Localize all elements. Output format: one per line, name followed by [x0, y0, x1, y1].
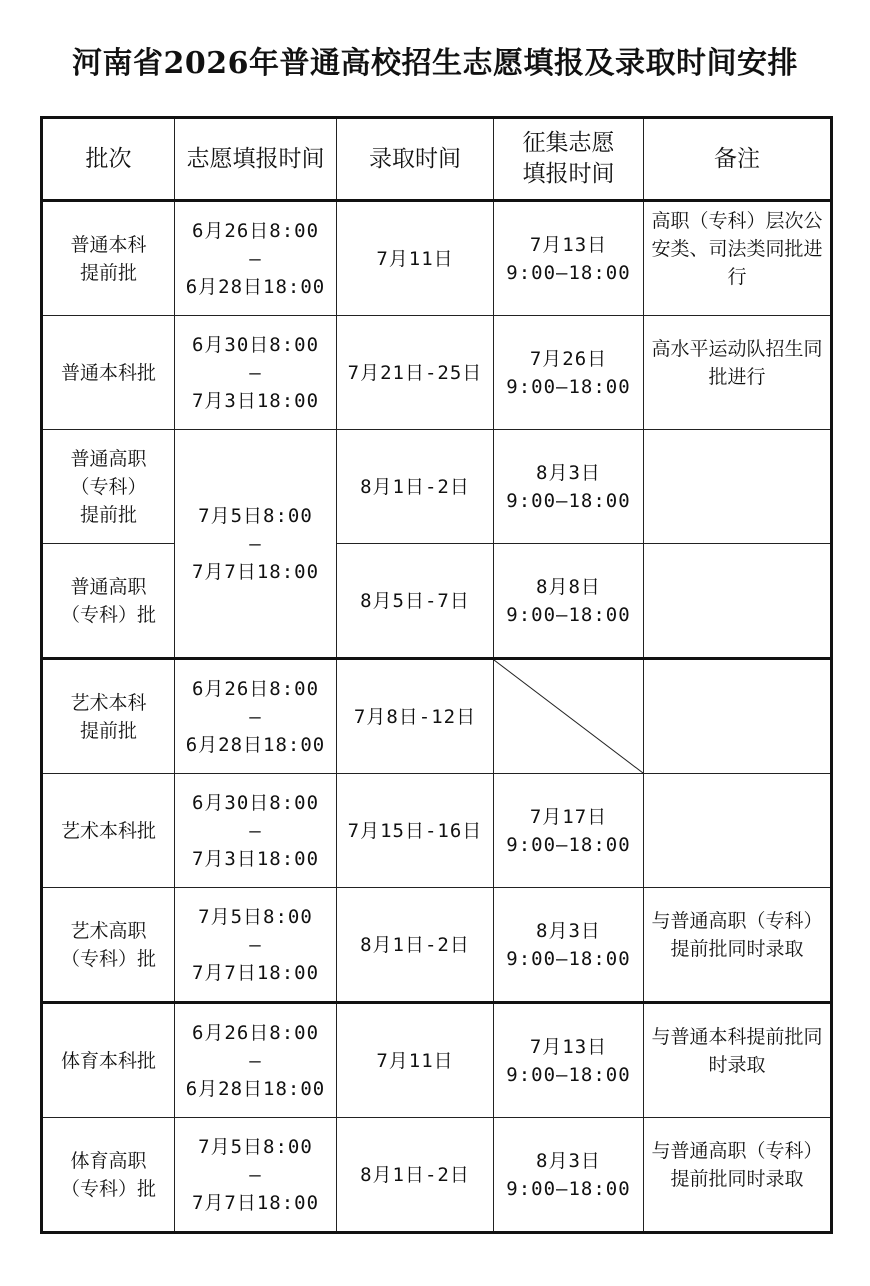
solicit-time: 9:00—18:00: [506, 489, 631, 512]
solicit-time: 9:00—18:00: [506, 375, 631, 398]
table-header-row: [42, 118, 832, 201]
batch-cell: [42, 1118, 175, 1233]
fill-start: 6月26日8:00: [191, 219, 320, 242]
solicit-date: 7月13日: [529, 233, 608, 256]
batch-line: 普通本科批: [60, 361, 156, 384]
solicit-date: 8月3日: [536, 919, 601, 942]
note-cell: [644, 544, 832, 659]
table-row: [42, 1118, 832, 1233]
solicit-time: 9:00—18:00: [506, 603, 631, 626]
header-solicit-time: [494, 118, 644, 201]
batch-cell: [42, 659, 175, 774]
solicit-cell: [494, 1118, 644, 1233]
batch-line: 艺术本科: [70, 691, 147, 714]
admission-cell: 7月15日-16日: [337, 774, 494, 888]
note-text: 与普通高职（专科）提前批同时录取: [651, 1139, 823, 1190]
admission-cell: 8月5日-7日: [337, 544, 494, 659]
header-solicit-line1: 征集志愿: [522, 130, 615, 156]
admission-cell: 8月1日-2日: [337, 1118, 494, 1233]
note-text: 与普通本科提前批同时录取: [651, 1025, 823, 1076]
table-row: [42, 544, 832, 659]
batch-line: 提前批: [79, 503, 137, 526]
solicit-time: 9:00—18:00: [506, 947, 631, 970]
fill-end: 6月28日18:00: [185, 275, 326, 298]
fill-sep: —: [249, 705, 262, 728]
solicit-cell-empty: [494, 659, 644, 774]
fill-end: 7月7日18:00: [191, 961, 320, 984]
batch-line: （专科）批: [60, 603, 156, 626]
batch-line: 普通高职: [70, 575, 147, 598]
batch-cell: [42, 201, 175, 316]
fill-start: 7月5日8:00: [198, 1135, 313, 1158]
table-row: [42, 316, 832, 430]
fill-end: 7月7日18:00: [191, 1191, 320, 1214]
fill-sep: —: [249, 361, 262, 384]
admission-cell: 7月21日-25日: [337, 316, 494, 430]
table-row: [42, 430, 832, 544]
batch-line: （专科）: [70, 475, 147, 498]
fill-start: 7月5日8:00: [198, 905, 313, 928]
batch-line: 艺术高职: [70, 919, 147, 942]
batch-cell: [42, 430, 175, 544]
header-solicit-line2: 填报时间: [522, 161, 615, 187]
admission-cell: 7月11日: [337, 1003, 494, 1118]
batch-line: 提前批: [79, 719, 137, 742]
table-row: [42, 774, 832, 888]
note-text: 高水平运动队招生同批进行: [651, 337, 823, 388]
fill-start: 6月26日8:00: [191, 1021, 320, 1044]
schedule-table: [40, 116, 833, 1234]
solicit-date: 7月13日: [529, 1035, 608, 1058]
batch-line: 普通本科: [70, 233, 147, 256]
solicit-time: 9:00—18:00: [506, 1177, 631, 1200]
batch-line: 体育高职: [70, 1149, 147, 1172]
note-cell: [644, 201, 832, 316]
solicit-date: 8月3日: [536, 1149, 601, 1172]
note-cell: [644, 659, 832, 774]
fill-sep: —: [249, 933, 262, 956]
note-text: 高职（专科）层次公安类、司法类同批进行: [651, 209, 823, 288]
batch-cell: [42, 888, 175, 1003]
solicit-cell: [494, 430, 644, 544]
batch-cell: [42, 316, 175, 430]
fill-time-cell: [175, 659, 337, 774]
table-row: [42, 201, 832, 316]
diagonal-line: [494, 660, 643, 773]
solicit-cell: [494, 544, 644, 659]
solicit-cell: [494, 774, 644, 888]
fill-sep: —: [249, 1049, 262, 1072]
fill-sep: —: [249, 532, 262, 555]
fill-time-cell: [175, 430, 337, 659]
solicit-time: 9:00—18:00: [506, 833, 631, 856]
solicit-date: 7月26日: [529, 347, 608, 370]
fill-end: 7月3日18:00: [191, 847, 320, 870]
note-text: 与普通高职（专科）提前批同时录取: [651, 909, 823, 960]
note-cell: [644, 774, 832, 888]
fill-start: 6月30日8:00: [191, 791, 320, 814]
table-row: [42, 1003, 832, 1118]
fill-time-cell: [175, 888, 337, 1003]
header-fill-time: 志愿填报时间: [175, 118, 337, 201]
admission-cell: 7月11日: [337, 201, 494, 316]
note-cell: [644, 1118, 832, 1233]
batch-line: 艺术本科批: [60, 819, 156, 842]
fill-time-cell: [175, 1118, 337, 1233]
fill-sep: —: [249, 1163, 262, 1186]
fill-start: 6月30日8:00: [191, 333, 320, 356]
fill-end: 7月7日18:00: [191, 560, 320, 583]
solicit-date: 7月17日: [529, 805, 608, 828]
batch-line: 体育本科批: [60, 1049, 156, 1072]
page-title: 河南省2026年普通高校招生志愿填报及录取时间安排: [72, 46, 798, 81]
batch-line: （专科）批: [60, 947, 156, 970]
solicit-date: 8月8日: [536, 575, 601, 598]
fill-end: 6月28日18:00: [185, 733, 326, 756]
solicit-time: 9:00—18:00: [506, 1063, 631, 1086]
fill-end: 7月3日18:00: [191, 389, 320, 412]
batch-line: 普通高职: [70, 447, 147, 470]
table-row: [42, 888, 832, 1003]
fill-time-cell: [175, 316, 337, 430]
batch-cell: [42, 1003, 175, 1118]
fill-sep: —: [249, 819, 262, 842]
fill-end: 6月28日18:00: [185, 1077, 326, 1100]
solicit-date: 8月3日: [536, 461, 601, 484]
fill-start: 6月26日8:00: [191, 677, 320, 700]
fill-time-cell: [175, 774, 337, 888]
admission-cell: 8月1日-2日: [337, 888, 494, 1003]
admission-cell: 8月1日-2日: [337, 430, 494, 544]
batch-cell: [42, 774, 175, 888]
solicit-time: 9:00—18:00: [506, 261, 631, 284]
solicit-cell: [494, 201, 644, 316]
note-cell: [644, 430, 832, 544]
solicit-cell: [494, 1003, 644, 1118]
batch-cell: [42, 544, 175, 659]
note-cell: [644, 1003, 832, 1118]
fill-sep: —: [249, 247, 262, 270]
note-cell: [644, 316, 832, 430]
solicit-cell: [494, 888, 644, 1003]
header-batch: 批次: [42, 118, 175, 201]
solicit-cell: [494, 316, 644, 430]
admission-cell: 7月8日-12日: [337, 659, 494, 774]
header-note: 备注: [644, 118, 832, 201]
header-admission-time: 录取时间: [337, 118, 494, 201]
table-row: [42, 659, 832, 774]
batch-line: （专科）批: [60, 1177, 156, 1200]
fill-time-cell: [175, 201, 337, 316]
fill-start: 7月5日8:00: [198, 504, 313, 527]
batch-line: 提前批: [79, 261, 137, 284]
fill-time-cell: [175, 1003, 337, 1118]
note-cell: [644, 888, 832, 1003]
